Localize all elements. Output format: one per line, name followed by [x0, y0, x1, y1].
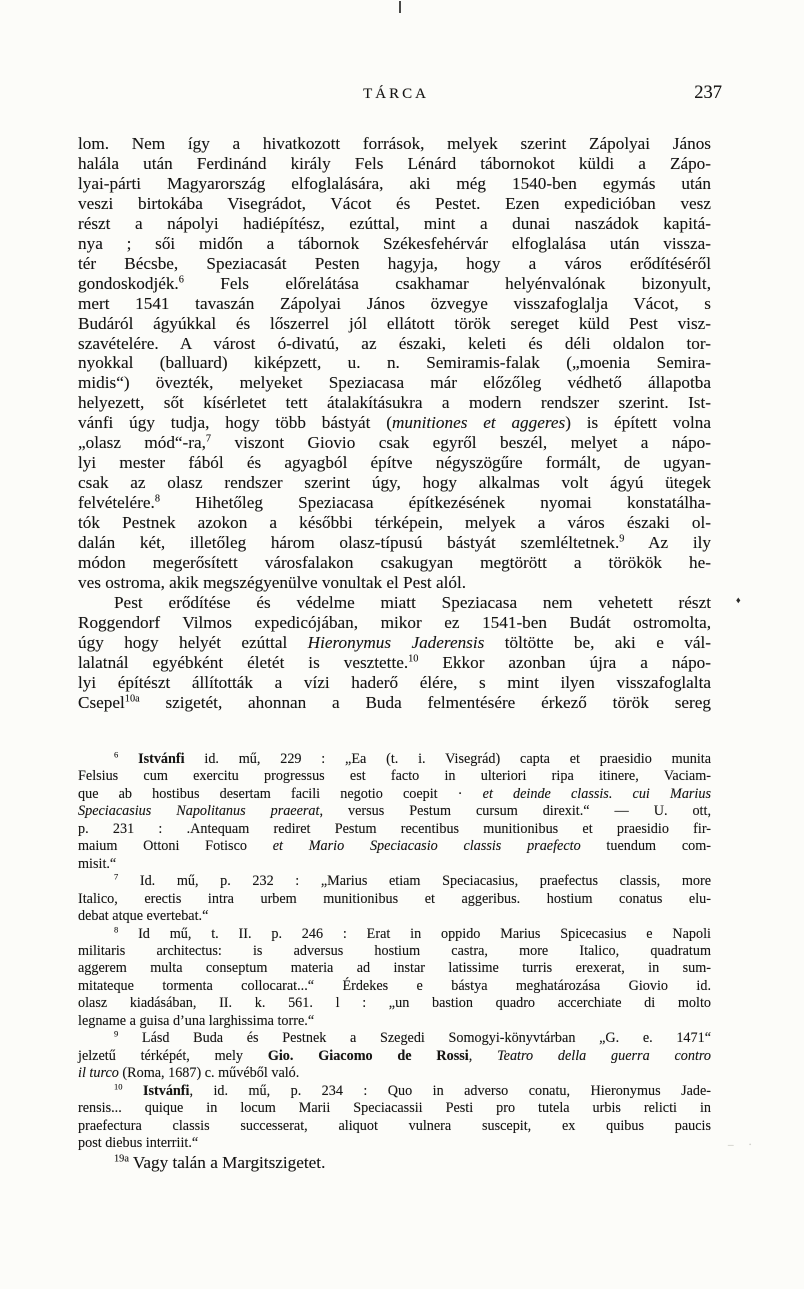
text-line: olasz kiadásában, II. k. 561. l : „un bastion quadro accerchiate di molto	[78, 995, 711, 1012]
text-line: halála után Ferdinánd király Fels Lénárd tábornokot küldi a Zápo-	[78, 153, 711, 173]
paragraph	[78, 134, 711, 593]
text-line: $^{10}$ Istvánfi, id. mű, p. 234 : Quo in adverso conatu, Hieronymus Jade-	[114, 1080, 712, 1099]
text-line: helyezett, sőt kísérletet tett átalakításukra a modern rendszer szerint. Ist-	[78, 393, 711, 413]
paragraph	[78, 923, 711, 1031]
scan-artifact: – ·	[728, 1139, 758, 1151]
text-line: veszi birtokába Visegrádot, Vácot és Pestet. Ezen expedicióban vesz	[78, 193, 711, 213]
text-line: p. 231 : .Antequam rediret Pestum recentibus munitionibus et praesidio fir-	[78, 820, 711, 837]
text-line: mitateque tormenta collocarat...“ Érdekes e bástya meghatározása Giovio id.	[78, 977, 711, 994]
text-line: Pest erődítése és védelme miatt Speziacasa nem vehetett részt	[114, 592, 711, 612]
text-line: legname a guisa d’una larghissima torre.“	[78, 1012, 315, 1029]
text-line: Italico, erectis intra urbem munitionibus et aggeribus. hostium conatus elu-	[78, 890, 711, 907]
text-line: Speciacasius Napolitanus praeerat, versus Pestum cursum direxit.“ — U. ott,	[78, 803, 711, 820]
text-line: lom. Nem így a hivatkozott források, melyek szerint Zápolyai János	[78, 134, 711, 153]
text-line: szavételére. A várost ó-divatú, az északi, keleti és déli oldalon tor-	[78, 333, 711, 353]
text-line: maium Ottoni Fotisco et Mario Speciacasio classis praefecto tuendum com-	[78, 838, 711, 855]
paragraph	[78, 751, 711, 873]
text-line: Roggendorf Vilmos expedicójában, mikor ez 1541-ben Budát ostromolta,	[78, 612, 711, 632]
text-line: que ab hostibus desertam facili negotio coepit · et deinde classis. cui Marius	[78, 785, 711, 802]
text-line: csak az olasz rendszer szerint úgy, hogy alkalmas volt ágyú ütegek	[78, 473, 711, 493]
text-line: midis“) övezték, melyeket Speziacasa már előzőleg védhető állapotba	[78, 373, 711, 393]
text-line: Felsius cum exercitu progressus est facto in ulteriori ripa itinere, Vaciam-	[78, 768, 711, 785]
text-line: dalán két, illetőleg három olasz-típusú bástyát szemléltetnek.$^9$ Az ily	[78, 533, 711, 553]
text-line: militaris architectus: is adversus hostium castra, more Italico, quadratum	[78, 942, 711, 959]
text-line: post diebus interriit.“	[78, 1134, 199, 1151]
paragraph	[78, 593, 711, 713]
text-line: „olasz mód“-ra,$^7$ viszont Giovio csak egyről beszél, melyet a nápo-	[78, 433, 711, 453]
text-line: lyai-párti Magyarország elfoglalására, aki még 1540-ben egymás után	[78, 173, 711, 193]
scan-edge-tick	[399, 1, 401, 13]
page-number: 237	[694, 83, 722, 103]
text-line: $^7$ Id. mű, p. 232 : „Marius etiam Speciacasius, praefectus classis, more	[114, 871, 711, 890]
text-line: $^9$ Lásd Buda és Pestnek a Szegedi Somogyi-könyvtárban „G. e. 1471“	[114, 1028, 711, 1047]
text-line: lyi építészt állították a vízi haderő élére, s mint ilyen visszafoglalta	[78, 672, 711, 692]
section-title: TÁRCA	[363, 86, 429, 102]
text-line: $^8$ Id mű, t. II. p. 246 : Erat in oppido Marius Spicecasius e Napoli	[114, 923, 711, 942]
text-line: ves ostroma, akik megszégyenülve vonultak el Pest alól.	[78, 572, 467, 592]
text-line: mert 1541 tavaszán Zápolyai János özvegye visszafoglalja Vácot, s	[78, 293, 711, 313]
text-line: praefectura classis successerat, aliquot vulnera suscepit, ex quibus paucis	[78, 1117, 711, 1134]
text-line: gondoskodjék.$^6$ Fels előrelátása csakhamar helyénvalónak bizonyult,	[78, 273, 711, 293]
text-line: tók Pestnek azokon a későbbi térképein, melyek a város északi ol-	[78, 513, 711, 533]
text-line: aggerem multa conseptum materia ad instar latissime turris erexerat, in sum-	[78, 960, 711, 977]
text-line: rensis... quique in locum Marii Speciacassii Pesti pro tutela urbis relicti in	[78, 1100, 711, 1117]
text-line: $^6$ Istvánfi id. mű, 229 : „Ea (t. i. Visegrád) capta et praesidio munita	[114, 749, 712, 767]
paragraph	[78, 1152, 711, 1173]
text-line: tér Bécsbe, Speziacasát Pesten hagyja, hogy a város erődítéséről	[78, 253, 711, 273]
text-line: nya ; sői midőn a tábornok Székesfehérvár elfoglalása után vissza-	[78, 233, 711, 253]
paragraph	[78, 1030, 711, 1082]
paragraph	[78, 1080, 712, 1153]
footnotes-block	[78, 751, 711, 1173]
text-line: lalatnál egyébként életét is vesztette.$^{10}$ Ekkor azonban újra a nápo-	[78, 652, 711, 672]
text-line: vánfi úgy tudja, hogy több bástyát (munitiones et aggeres) is épített volna	[78, 413, 711, 433]
text-line: részt a nápolyi hadiépítész, ezúttal, mint a dunai naszádok kapitá-	[78, 213, 711, 233]
article-body	[78, 134, 711, 713]
text-line: Csepel$^{10a}$ szigetét, ahonnan a Buda felmentésére érkező török sereg	[78, 692, 711, 712]
running-head	[78, 83, 722, 105]
text-line: felvételére.$^8$ Hihetőleg Speziacasa építkezésének nyomai konstatálha-	[78, 493, 711, 513]
text-line: úgy hogy helyét ezúttal Hieronymus Jaderensis töltötte be, aki e vál-	[78, 632, 711, 652]
margin-diamond-mark: ♦	[736, 595, 741, 605]
text-line: Budáról ágyúkkal és lőszerrel jól ellátott török sereget küld Pest visz-	[78, 313, 711, 333]
text-line: il turco (Roma, 1687) c. művéből való.	[78, 1065, 300, 1082]
text-line: debat atque evertebat.“	[78, 908, 209, 925]
text-line: misit.“	[78, 855, 117, 872]
text-line: lyi mester fából és agyagból építve négyszögűre formált, de ugyan-	[78, 453, 711, 473]
text-line: $^{19a}$ Vagy talán a Margitszigetet.	[114, 1153, 326, 1173]
text-line: nyokkal (balluard) kiképzett, u. n. Semiramis-falak („moenia Semira-	[78, 353, 711, 373]
text-line: jelzetű térképét, mely Gio. Giacomo de Rossi, Teatro della guerra contro	[78, 1047, 711, 1064]
text-line: módon megerősített városfalakon csakugyan megtörött a törökök he-	[78, 553, 711, 573]
paragraph	[78, 873, 711, 925]
